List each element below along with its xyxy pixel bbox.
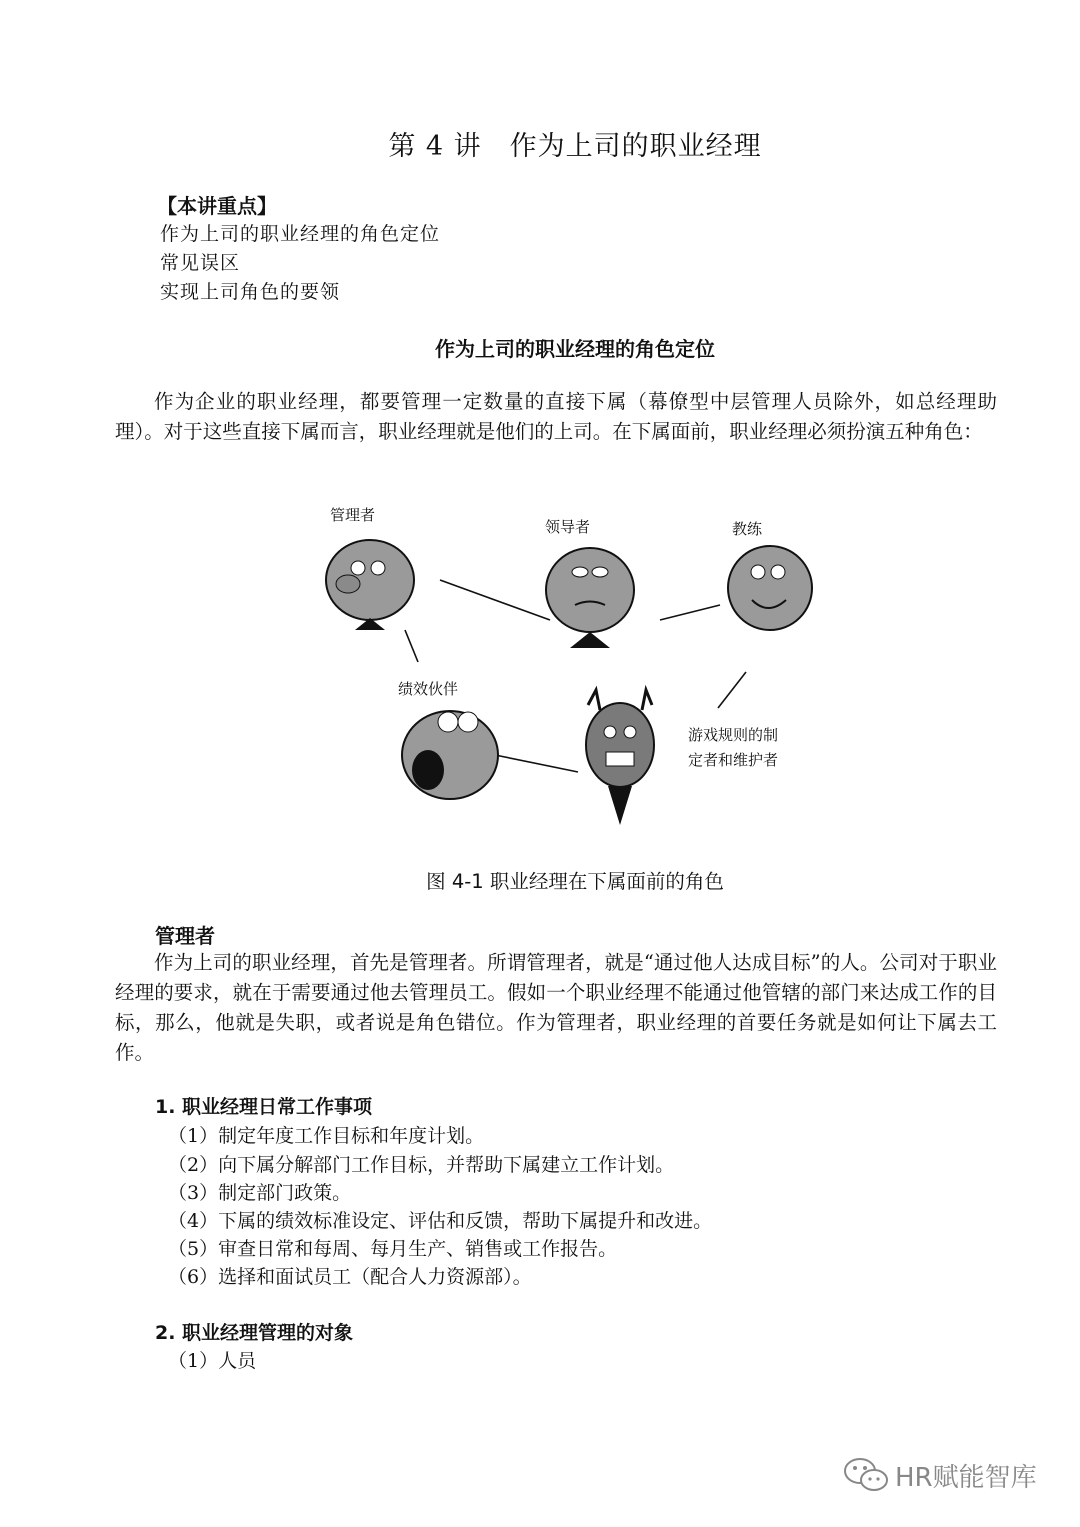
list-item: （6）选择和面试员工（配合人力资源部）。 (168, 1266, 532, 1288)
connector-line (440, 580, 550, 620)
connector-line (495, 755, 578, 772)
manager-heading: 管理者 (155, 924, 215, 948)
section-title: 作为上司的职业经理的角色定位 (435, 337, 715, 361)
connector-line (660, 605, 720, 620)
list-item: （2）向下属分解部门工作目标，并帮助下属建立工作计划。 (168, 1154, 675, 1176)
watermark (843, 1456, 1037, 1494)
list-item: （3）制定部门政策。 (168, 1182, 352, 1204)
label-rule-maker-line1: 游戏规则的制 (688, 726, 779, 744)
manager-text: 作为上司的职业经理，首先是管理者。所谓管理者，就是“通过他人达成目标”的人。公司对于职业经理的要求，就在于需要通过他去管理员工。假如一个职业经理不能通过他管辖的部门来达成工作的目标，那么，他就是失职，或者说是角色错位。作为管理者，职业经理的首要任务就是如何让下属去工作。 (115, 951, 997, 1064)
list1-heading: 1. 职业经理日常工作事项 (155, 1096, 373, 1118)
list-item: （4）下属的绩效标准设定、评估和反馈，帮助下属提升和改进。 (168, 1210, 713, 1232)
figure-caption: 图 4-1 职业经理在下属面前的角色 (426, 870, 724, 893)
list-item: （1）人员 (168, 1350, 257, 1372)
label-leader: 领导者 (545, 518, 591, 536)
label-coach: 教练 (732, 520, 763, 538)
watermark-text: HR赋能智库 (895, 1462, 1037, 1493)
key-points-heading: 【本讲重点】 (157, 194, 277, 218)
label-performance-partner: 绩效伙伴 (398, 680, 459, 698)
label-manager: 管理者 (330, 506, 376, 524)
key-point-item: 作为上司的职业经理的角色定位 (160, 223, 441, 245)
manager-cartoon (326, 540, 414, 630)
connector-line (718, 672, 746, 708)
performance-partner-cartoon (402, 711, 498, 799)
rule-maker-cartoon (586, 690, 654, 825)
coach-cartoon (728, 546, 812, 630)
page-title: 第 4 讲 作为上司的职业经理 (388, 131, 762, 162)
list-item: （1）制定年度工作目标和年度计划。 (168, 1125, 485, 1147)
key-point-item: 常见误区 (160, 252, 241, 274)
wechat-icon (843, 1456, 889, 1494)
manager-paragraph (115, 948, 997, 1068)
label-rule-maker-line2: 定者和维护者 (688, 751, 779, 769)
list2-heading: 2. 职业经理管理的对象 (155, 1322, 354, 1344)
intro-paragraph (115, 387, 997, 447)
roles-figure (300, 500, 820, 840)
intro-text: 作为企业的职业经理，都要管理一定数量的直接下属（幕僚型中层管理人员除外，如总经理助理）。对于这些直接下属而言，职业经理就是他们的上司。在下属面前，职业经理必须扮演五种角色： (115, 390, 997, 443)
list-item: （5）审查日常和每周、每月生产、销售或工作报告。 (168, 1238, 618, 1260)
leader-cartoon (546, 548, 634, 648)
key-point-item: 实现上司角色的要领 (160, 281, 341, 303)
connector-line (405, 630, 418, 662)
